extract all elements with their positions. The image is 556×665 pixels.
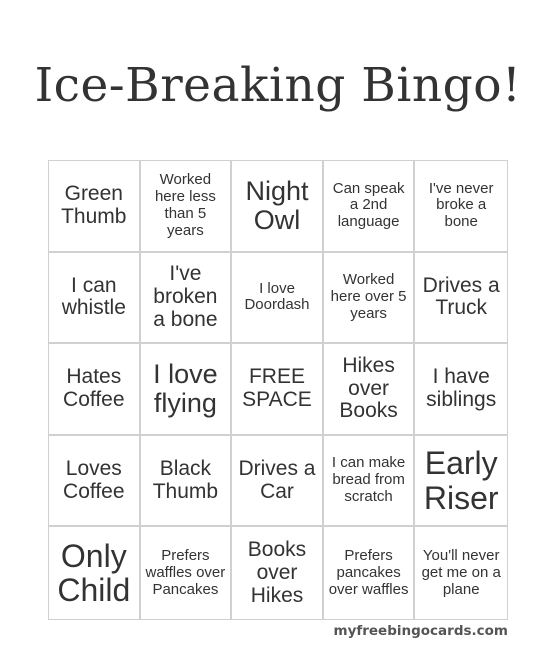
bingo-cell: Worked here less than 5 years	[141, 161, 233, 253]
page-title: Ice-Breaking Bingo!	[34, 58, 522, 113]
bingo-cell: I can make bread from scratch	[324, 436, 416, 528]
bingo-cell: I've never broke a bone	[415, 161, 507, 253]
bingo-cell: Can speak a 2nd language	[324, 161, 416, 253]
bingo-cell-free-space: FREE SPACE	[232, 344, 324, 436]
bingo-cell: You'll never get me on a plane	[421, 546, 501, 598]
bingo-cell: Hikes over Books	[324, 344, 416, 436]
bingo-cell: Hates Coffee	[49, 344, 141, 436]
bingo-cell: Drives a Truck	[415, 253, 507, 345]
bingo-cell: Prefers pancakes over waffles	[324, 527, 416, 619]
bingo-cell: Worked here over 5 years	[324, 253, 416, 345]
bingo-cell: I love flying	[141, 344, 233, 436]
site-credit: myfreebingocards.com	[333, 623, 508, 639]
bingo-cell: I love Doordash	[232, 253, 324, 345]
bingo-cell: Green Thumb	[49, 161, 141, 253]
bingo-cell: Drives a Car	[232, 436, 324, 528]
bingo-cell: I've broken a bone	[141, 253, 233, 345]
bingo-cell: Only Child	[49, 527, 141, 619]
bingo-card	[48, 160, 508, 620]
bingo-cell: Books over Hikes	[232, 527, 324, 619]
bingo-cell: Loves Coffee	[49, 436, 141, 528]
bingo-cell: Early Riser	[415, 436, 507, 528]
bingo-cell: Night Owl	[232, 161, 324, 253]
bingo-cell: I can whistle	[49, 253, 141, 345]
bingo-cell: Black Thumb	[141, 436, 233, 528]
bingo-cell: I have siblings	[415, 344, 507, 436]
bingo-cell: Prefers waffles over Pancakes	[141, 527, 233, 619]
